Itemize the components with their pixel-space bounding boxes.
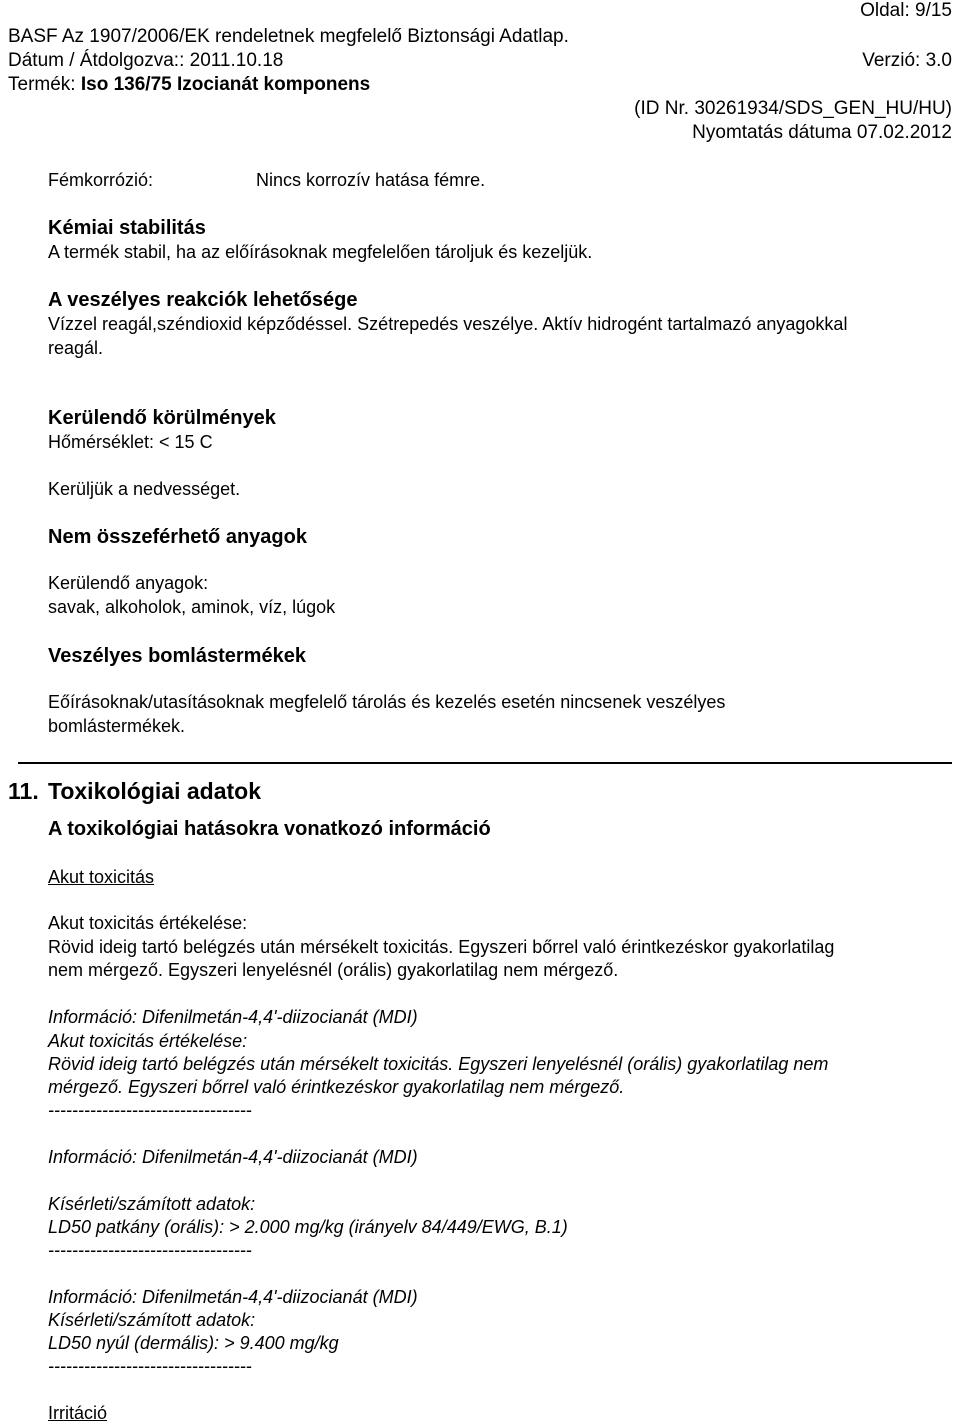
acute-assessment-label: Akut toxicitás értékelése: <box>48 913 248 933</box>
acute-assessment-line-2: nem mérgező. Egyszeri lenyelésnél (orális) gyakorlatilag nem mérgező. <box>48 960 619 980</box>
document-title: BASF Az 1907/2006/EK rendeletnek megfelelő Biztonsági Adatlap. <box>8 26 569 47</box>
reactions-line-2: reagál. <box>48 338 104 358</box>
incompatible-list: savak, alkoholok, aminok, víz, lúgok <box>48 597 336 617</box>
info-2-label: Kísérleti/számított adatok: <box>48 1194 256 1214</box>
acute-toxicity-link[interactable]: Akut toxicitás <box>48 867 155 887</box>
product-line <box>8 74 370 96</box>
info-3-label: Kísérleti/számított adatok: <box>48 1310 256 1330</box>
product-label: Termék: <box>8 74 81 95</box>
avoid-temperature: Hőmérséklet: < 15 C <box>48 432 213 452</box>
info-2-value: LD50 patkány (orális): > 2.000 mg/kg (irányelv 84/449/EWG, B.1) <box>48 1217 568 1237</box>
metal-corrosion-value: Nincs korrozív hatása fémre. <box>256 170 486 190</box>
decomposition-line-1: Eőírásoknak/utasításoknak megfelelő tárolás és kezelés esetén nincsenek veszélyes <box>48 692 726 712</box>
irritation-link[interactable]: Irritáció <box>48 1403 108 1423</box>
separator-2: ---------------------------------- <box>48 1240 252 1260</box>
product-name: Iso 136/75 Izocianát komponens <box>80 74 371 95</box>
info-3-substance: Információ: Difenilmetán-4,4'-diizocianát (MDI) <box>48 1287 418 1307</box>
info-2-substance: Információ: Difenilmetán-4,4'-diizocianát (MDI) <box>48 1147 418 1167</box>
version: Verzió: 3.0 <box>862 50 952 71</box>
acute-assessment-line-1: Rövid ideig tartó belégzés után mérsékelt toxicitás. Egyszeri bőrrel való érintkezéskor gyakorlatilag <box>48 937 835 957</box>
id-number: (ID Nr. 30261934/SDS_GEN_HU/HU) <box>634 98 952 119</box>
stability-text: A termék stabil, ha az előírásoknak megfelelően tároljuk és kezeljük. <box>48 242 593 262</box>
print-date: Nyomtatás dátuma 07.02.2012 <box>692 122 952 143</box>
incompatible-label: Kerülendő anyagok: <box>48 573 209 593</box>
separator-3: ---------------------------------- <box>48 1356 252 1376</box>
decomposition-heading: Veszélyes bomlástermékek <box>48 645 306 667</box>
metal-corrosion-label: Fémkorrózió: <box>48 170 154 190</box>
section-divider <box>18 762 952 764</box>
reactions-heading: A veszélyes reakciók lehetősége <box>48 289 358 311</box>
section-number: 11. <box>8 778 39 804</box>
info-1-line-1: Rövid ideig tartó belégzés után mérsékelt toxicitás. Egyszeri lenyelésnél (orális) gyakorlatilag nem <box>48 1054 829 1074</box>
info-1-label: Akut toxicitás értékelése: <box>48 1031 248 1051</box>
page-number: Oldal: 9/15 <box>860 0 952 21</box>
stability-heading: Kémiai stabilitás <box>48 217 206 239</box>
incompatible-heading: Nem összeférhető anyagok <box>48 526 307 548</box>
decomposition-line-2: bomlástermékek. <box>48 716 186 736</box>
section-title: Toxikológiai adatok <box>48 778 261 804</box>
revision-date: Dátum / Átdolgozva:: 2011.10.18 <box>8 50 284 71</box>
avoid-moisture: Kerüljük a nedvességet. <box>48 479 241 499</box>
avoid-heading: Kerülendő körülmények <box>48 407 276 429</box>
info-1-substance: Információ: Difenilmetán-4,4'-diizocianát (MDI) <box>48 1007 418 1027</box>
info-1-line-2: mérgező. Egyszeri bőrrel való érintkezéskor gyakorlatilag nem mérgező. <box>48 1077 625 1097</box>
reactions-line-1: Vízzel reagál,széndioxid képződéssel. Szétrepedés veszélye. Aktív hidrogént tartalmazó anyagokkal <box>48 314 848 334</box>
toxicology-subheading: A toxikológiai hatásokra vonatkozó információ <box>48 818 491 840</box>
info-3-value: LD50 nyúl (dermális): > 9.400 mg/kg <box>48 1333 339 1353</box>
separator-1: ---------------------------------- <box>48 1100 252 1120</box>
